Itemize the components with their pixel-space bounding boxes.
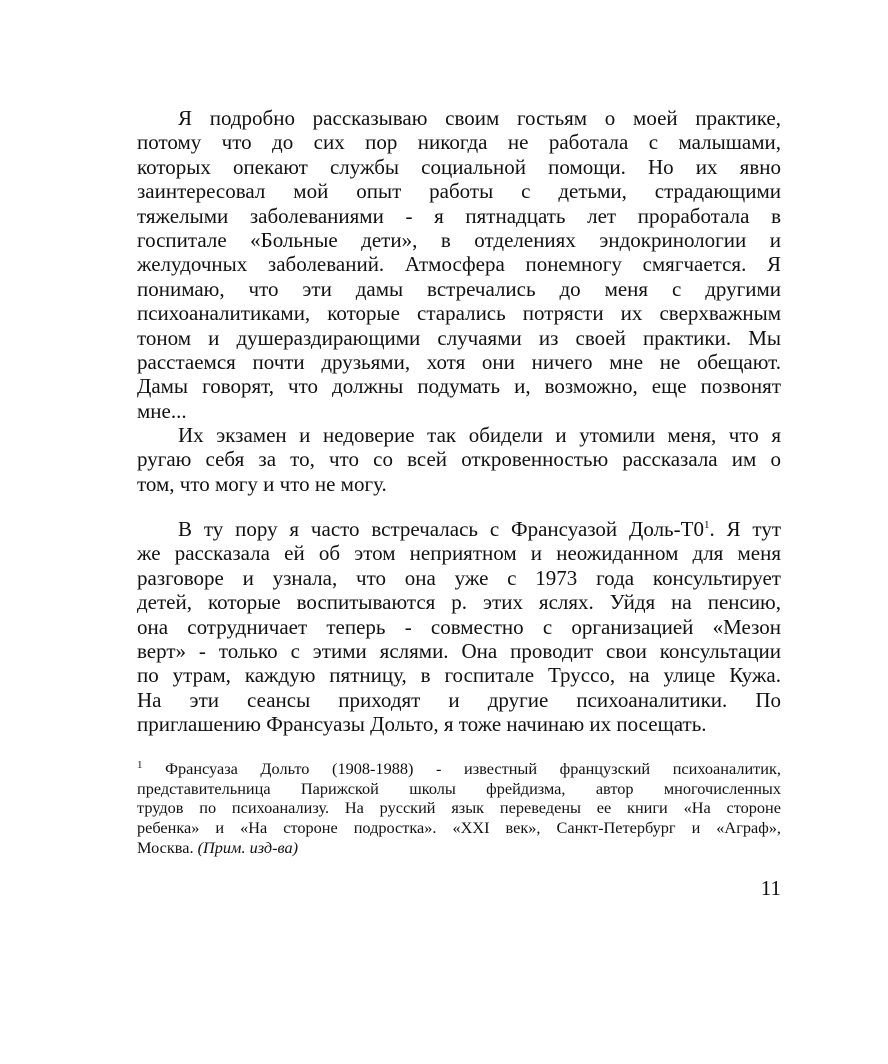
paragraph-line: детей, которые воспитываются р. этих яслях. Уйдя на пенсию, bbox=[137, 590, 781, 615]
paragraph-line: На эти сеансы приходят и другие психоаналитики. По bbox=[137, 687, 781, 712]
footnote-reference[interactable]: 1 bbox=[703, 519, 710, 531]
paragraph-line: заинтересовал мой опыт работы с детьми, страдающими bbox=[137, 179, 781, 204]
footnote-line: трудов по психоанализу. На русский язык переведены ее книги «На стороне bbox=[137, 798, 781, 818]
line-text: . Я тут bbox=[709, 517, 781, 541]
paragraph-2 bbox=[137, 423, 781, 496]
paragraph-line: тоном и душераздирающими случаями из своей практики. Мы bbox=[137, 325, 781, 350]
paragraph-line: потому что до сих пор никогда не работала с малышами, bbox=[137, 130, 781, 155]
paragraph-1 bbox=[137, 106, 781, 423]
line-text: Франсуаза Дольто (1908-1988) - известный французский психоаналитик, bbox=[142, 759, 781, 778]
footnote-line: представительница Парижской школы фрейдизма, автор многочисленных bbox=[137, 778, 781, 798]
paragraph-line: расстаемся почти друзьями, хотя они ничего мне не обещают. bbox=[137, 349, 781, 374]
paragraph-line: приглашению Франсуазы Дольто, я тоже начинаю их посещать. bbox=[137, 712, 707, 737]
paragraph-line: ругаю себя за то, что со всей откровенностью рассказала им о bbox=[137, 447, 781, 472]
publisher-note: (Прим. изд-ва) bbox=[197, 837, 299, 857]
footnote-line bbox=[137, 759, 781, 779]
paragraph-line: Их экзамен и недоверие так обидели и утомили меня, что я bbox=[178, 423, 781, 447]
paragraph-line: верт» - только с этими яслями. Она проводит свои консультации bbox=[137, 638, 781, 663]
paragraph-line: тяжелыми заболеваниями - я пятнадцать лет проработала в bbox=[137, 203, 781, 228]
footnote-line: ребенка» и «На стороне подростка». «XXI век», Санкт-Петербург и «Аграф», bbox=[137, 818, 781, 838]
paragraph-line bbox=[137, 517, 781, 541]
footnote bbox=[137, 759, 781, 857]
paragraph-line: разговоре и узнала, что она уже с 1973 года консультирует bbox=[137, 565, 781, 590]
paragraph-line: понимаю, что эти дамы встречались до меня с другими bbox=[137, 276, 781, 301]
paragraph-line: же рассказала ей об этом неприятном и неожиданном для меня bbox=[137, 541, 781, 566]
paragraph-line: которых опекают службы социальной помощи. Но их явно bbox=[137, 154, 781, 179]
paragraph-line: Я подробно рассказываю своим гостьям о моей практике, bbox=[178, 106, 781, 130]
footnote-line bbox=[137, 838, 781, 858]
paragraph-line: желудочных заболеваний. Атмосфера понемногу смягчается. Я bbox=[137, 252, 781, 277]
paragraph-line: она сотрудничает теперь - совместно с организацией «Мезон bbox=[137, 614, 781, 639]
paragraph-line: том, что могу и что не могу. bbox=[137, 471, 387, 496]
footnote-marker: 1 bbox=[137, 759, 143, 771]
paragraph-line: по утрам, каждую пятницу, в госпитале Труссо, на улице Кужа. bbox=[137, 663, 781, 688]
paragraph-line: психоаналитиками, которые старались потрясти их сверхважным bbox=[137, 301, 781, 326]
paragraph-line: Дамы говорят, что должны подумать и, возможно, еще позвонят bbox=[137, 374, 781, 399]
line-text: Москва. bbox=[137, 837, 198, 857]
paragraph-3 bbox=[137, 517, 781, 737]
line-text: В ту пору я часто встречалась с Франсуазой Доль-Т0 bbox=[178, 517, 704, 541]
paragraph-line: госпитале «Больные дети», в отделениях эндокринологии и bbox=[137, 227, 781, 252]
page-number: 11 bbox=[760, 876, 781, 900]
paragraph-line: мне... bbox=[137, 398, 187, 423]
